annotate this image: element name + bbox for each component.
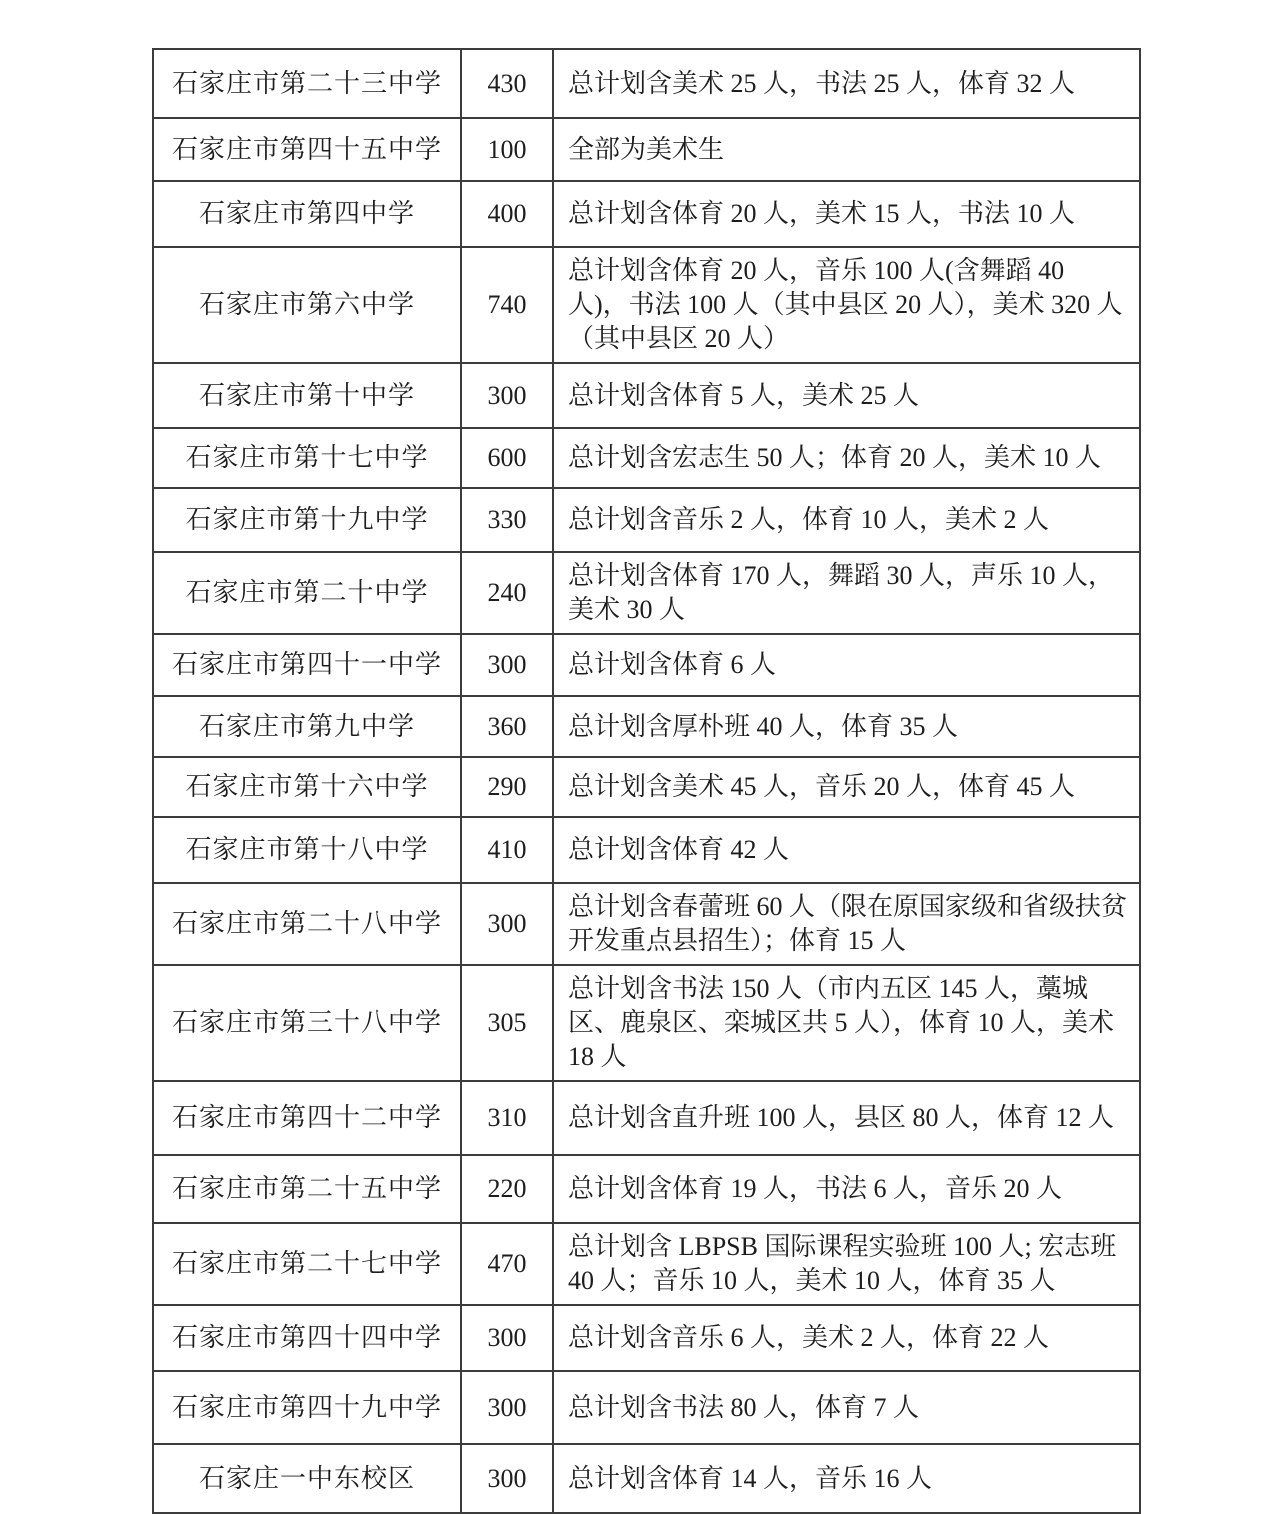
plan-note-cell: 总计划含音乐 2 人，体育 10 人，美术 2 人 xyxy=(553,488,1140,552)
plan-count-cell: 300 xyxy=(461,883,553,965)
plan-count-cell: 300 xyxy=(461,1444,553,1513)
plan-note-cell: 总计划含春蕾班 60 人（限在原国家级和省级扶贫开发重点县招生）；体育 15 人 xyxy=(553,883,1140,965)
plan-count-cell: 300 xyxy=(461,634,553,696)
table-row xyxy=(153,1155,1140,1223)
plan-count-cell: 410 xyxy=(461,817,553,883)
school-name-cell: 石家庄市第四十五中学 xyxy=(153,118,461,181)
plan-note-cell: 总计划含书法 150 人（市内五区 145 人，藁城区、鹿泉区、栾城区共 5 人），体育 10 人，美术 18 人 xyxy=(553,965,1140,1081)
plan-note-cell: 总计划含 LBPSB 国际课程实验班 100 人; 宏志班 40 人；音乐 10 人，美术 10 人，体育 35 人 xyxy=(553,1223,1140,1305)
plan-note-cell: 总计划含美术 25 人，书法 25 人，体育 32 人 xyxy=(553,49,1140,118)
school-name-cell: 石家庄市第十六中学 xyxy=(153,757,461,817)
plan-count-cell: 400 xyxy=(461,181,553,247)
plan-note-cell: 总计划含体育 14 人，音乐 16 人 xyxy=(553,1444,1140,1513)
table-row xyxy=(153,363,1140,428)
plan-note-cell: 总计划含体育 5 人，美术 25 人 xyxy=(553,363,1140,428)
table-row xyxy=(153,247,1140,363)
school-name-cell: 石家庄市第十八中学 xyxy=(153,817,461,883)
school-name-cell: 石家庄市第二十八中学 xyxy=(153,883,461,965)
plan-count-cell: 300 xyxy=(461,363,553,428)
table-row xyxy=(153,1081,1140,1155)
plan-count-cell: 100 xyxy=(461,118,553,181)
school-name-cell: 石家庄市第十七中学 xyxy=(153,428,461,488)
table-row xyxy=(153,634,1140,696)
table-row xyxy=(153,1223,1140,1305)
school-name-cell: 石家庄市第二十五中学 xyxy=(153,1155,461,1223)
plan-note-cell: 总计划含美术 45 人，音乐 20 人，体育 45 人 xyxy=(553,757,1140,817)
school-name-cell: 石家庄市第三十八中学 xyxy=(153,965,461,1081)
table-row xyxy=(153,817,1140,883)
school-name-cell: 石家庄市第四十四中学 xyxy=(153,1305,461,1371)
table-row xyxy=(153,757,1140,817)
plan-count-cell: 310 xyxy=(461,1081,553,1155)
plan-count-cell: 600 xyxy=(461,428,553,488)
table-row xyxy=(153,552,1140,634)
plan-note-cell: 总计划含体育 42 人 xyxy=(553,817,1140,883)
plan-count-cell: 740 xyxy=(461,247,553,363)
school-name-cell: 石家庄一中东校区 xyxy=(153,1444,461,1513)
table-row xyxy=(153,428,1140,488)
school-name-cell: 石家庄市第九中学 xyxy=(153,696,461,757)
enrollment-plan-table xyxy=(152,48,1139,1514)
plan-note-cell: 总计划含宏志生 50 人；体育 20 人，美术 10 人 xyxy=(553,428,1140,488)
table-row xyxy=(153,118,1140,181)
table-row xyxy=(153,965,1140,1081)
table-row xyxy=(153,49,1140,118)
school-name-cell: 石家庄市第十九中学 xyxy=(153,488,461,552)
plan-count-cell: 330 xyxy=(461,488,553,552)
school-name-cell: 石家庄市第四中学 xyxy=(153,181,461,247)
school-name-cell: 石家庄市第二十中学 xyxy=(153,552,461,634)
table-row xyxy=(153,181,1140,247)
plan-count-cell: 300 xyxy=(461,1371,553,1444)
plan-count-cell: 220 xyxy=(461,1155,553,1223)
table-body xyxy=(153,49,1140,1513)
table-row xyxy=(153,1371,1140,1444)
table-row xyxy=(153,1305,1140,1371)
school-name-cell: 石家庄市第二十三中学 xyxy=(153,49,461,118)
table-row xyxy=(153,883,1140,965)
table-row xyxy=(153,696,1140,757)
school-name-cell: 石家庄市第四十二中学 xyxy=(153,1081,461,1155)
plan-note-cell: 总计划含直升班 100 人，县区 80 人，体育 12 人 xyxy=(553,1081,1140,1155)
school-name-cell: 石家庄市第四十九中学 xyxy=(153,1371,461,1444)
table-row xyxy=(153,488,1140,552)
plan-count-cell: 240 xyxy=(461,552,553,634)
plan-note-cell: 总计划含厚朴班 40 人，体育 35 人 xyxy=(553,696,1140,757)
plan-count-cell: 430 xyxy=(461,49,553,118)
plan-note-cell: 总计划含体育 19 人，书法 6 人，音乐 20 人 xyxy=(553,1155,1140,1223)
table-row xyxy=(153,1444,1140,1513)
plan-note-cell: 总计划含体育 170 人，舞蹈 30 人，声乐 10 人，美术 30 人 xyxy=(553,552,1140,634)
school-name-cell: 石家庄市第十中学 xyxy=(153,363,461,428)
plan-note-cell: 全部为美术生 xyxy=(553,118,1140,181)
school-plan-table xyxy=(152,48,1141,1514)
plan-note-cell: 总计划含体育 20 人，音乐 100 人(含舞蹈 40 人)，书法 100 人（其中县区 20 人），美术 320 人（其中县区 20 人） xyxy=(553,247,1140,363)
plan-note-cell: 总计划含书法 80 人，体育 7 人 xyxy=(553,1371,1140,1444)
plan-note-cell: 总计划含音乐 6 人，美术 2 人，体育 22 人 xyxy=(553,1305,1140,1371)
plan-count-cell: 305 xyxy=(461,965,553,1081)
plan-count-cell: 290 xyxy=(461,757,553,817)
plan-count-cell: 360 xyxy=(461,696,553,757)
plan-count-cell: 300 xyxy=(461,1305,553,1371)
plan-note-cell: 总计划含体育 6 人 xyxy=(553,634,1140,696)
plan-count-cell: 470 xyxy=(461,1223,553,1305)
school-name-cell: 石家庄市第二十七中学 xyxy=(153,1223,461,1305)
school-name-cell: 石家庄市第六中学 xyxy=(153,247,461,363)
school-name-cell: 石家庄市第四十一中学 xyxy=(153,634,461,696)
plan-note-cell: 总计划含体育 20 人，美术 15 人，书法 10 人 xyxy=(553,181,1140,247)
